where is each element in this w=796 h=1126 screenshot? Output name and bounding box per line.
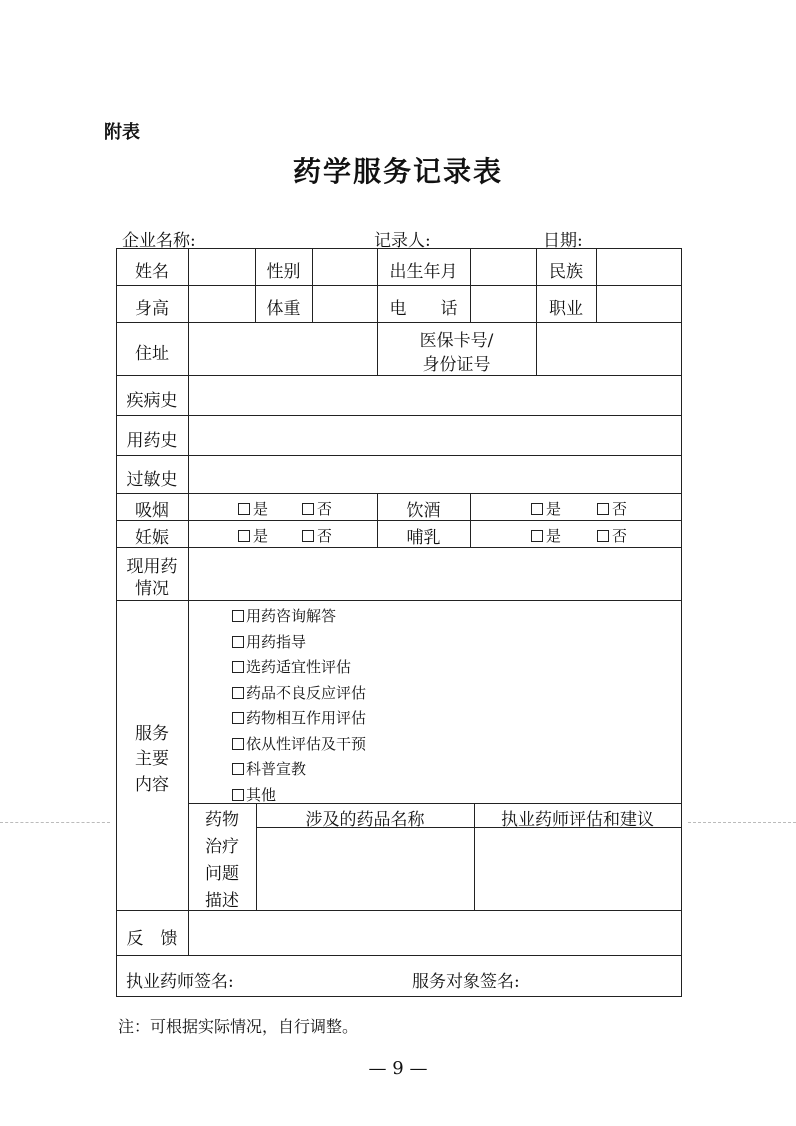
pregnancy-label: 妊娠: [135, 528, 169, 548]
feedback-label: 反 馈: [126, 929, 178, 949]
medication-history-label: 用药史: [126, 431, 178, 451]
problem-label-line1: 药物: [205, 810, 239, 830]
name-label: 姓名: [135, 262, 169, 282]
checkbox-icon: [232, 687, 244, 699]
service-label-line1: 服务: [135, 724, 169, 744]
service-items-list: [232, 604, 366, 808]
breastfeeding-label: 哺乳: [406, 528, 441, 548]
gender-label: 性别: [266, 262, 301, 282]
smoking-label: 吸烟: [135, 501, 169, 521]
service-item[interactable]: 用药咨询解答: [232, 604, 366, 630]
scan-artifact-line: [0, 822, 110, 823]
breastfeeding-yes-checkbox[interactable]: 是: [531, 525, 561, 546]
footnote: 注：可根据实际情况，自行调整。: [118, 1017, 359, 1036]
checkbox-icon: [232, 789, 244, 801]
pharmacist-evaluation-header: 执业药师评估和建议: [501, 810, 654, 830]
checkbox-icon: [232, 661, 244, 673]
service-item[interactable]: 科普宣教: [232, 757, 366, 783]
allergy-history-label: 过敏史: [126, 470, 178, 490]
smoking-yes-checkbox[interactable]: 是: [238, 498, 268, 519]
drug-names-header: 涉及的药品名称: [305, 810, 425, 830]
phone-label: 电 话: [389, 299, 458, 319]
pharmacist-signature-label: 执业药师签名:: [126, 972, 234, 992]
scan-artifact-line: [688, 822, 796, 823]
service-label-line2: 主要: [135, 749, 169, 769]
form-title: 药学服务记录表: [292, 155, 503, 188]
service-item[interactable]: 药物相互作用评估: [232, 706, 366, 732]
address-label: 住址: [135, 344, 169, 364]
height-label: 身高: [135, 299, 169, 319]
birth-label: 出生年月: [389, 262, 458, 282]
drinking-label: 饮酒: [406, 501, 441, 521]
service-item[interactable]: 选药适宜性评估: [232, 655, 366, 681]
pregnancy-yes-checkbox[interactable]: 是: [238, 525, 268, 546]
problem-label-line2: 治疗: [205, 837, 239, 857]
insurance-label-line2: 身份证号: [422, 355, 491, 375]
ethnicity-label: 民族: [549, 262, 583, 282]
checkbox-icon: [232, 763, 244, 775]
current-med-label-line2: 情况: [135, 579, 169, 599]
breastfeeding-no-checkbox[interactable]: 否: [597, 525, 627, 546]
checkbox-icon: [232, 712, 244, 724]
page-number: — 9 —: [368, 1058, 428, 1079]
weight-label: 体重: [266, 299, 301, 319]
recorder-label: 记录人:: [374, 231, 431, 251]
service-label-line3: 内容: [135, 775, 169, 795]
checkbox-icon: [232, 636, 244, 648]
drinking-no-checkbox[interactable]: 否: [597, 498, 627, 519]
smoking-no-checkbox[interactable]: 否: [302, 498, 332, 519]
problem-label-line3: 问题: [205, 864, 239, 884]
service-item[interactable]: 用药指导: [232, 630, 366, 656]
drinking-yes-checkbox[interactable]: 是: [531, 498, 561, 519]
problem-label-line4: 描述: [205, 891, 239, 911]
checkbox-icon: [232, 610, 244, 622]
appendix-label: 附表: [104, 122, 140, 143]
current-med-label-line1: 现用药: [126, 557, 178, 577]
insurance-label-line1: 医保卡号/: [419, 331, 494, 351]
company-name-label: 企业名称:: [122, 231, 196, 251]
service-item[interactable]: 药品不良反应评估: [232, 681, 366, 707]
date-label: 日期:: [543, 231, 583, 251]
job-label: 职业: [549, 299, 583, 319]
client-signature-label: 服务对象签名:: [412, 972, 520, 992]
disease-history-label: 疾病史: [126, 391, 178, 411]
service-item[interactable]: 其他: [232, 783, 366, 809]
service-item[interactable]: 依从性评估及干预: [232, 732, 366, 758]
checkbox-icon: [232, 738, 244, 750]
pregnancy-no-checkbox[interactable]: 否: [302, 525, 332, 546]
